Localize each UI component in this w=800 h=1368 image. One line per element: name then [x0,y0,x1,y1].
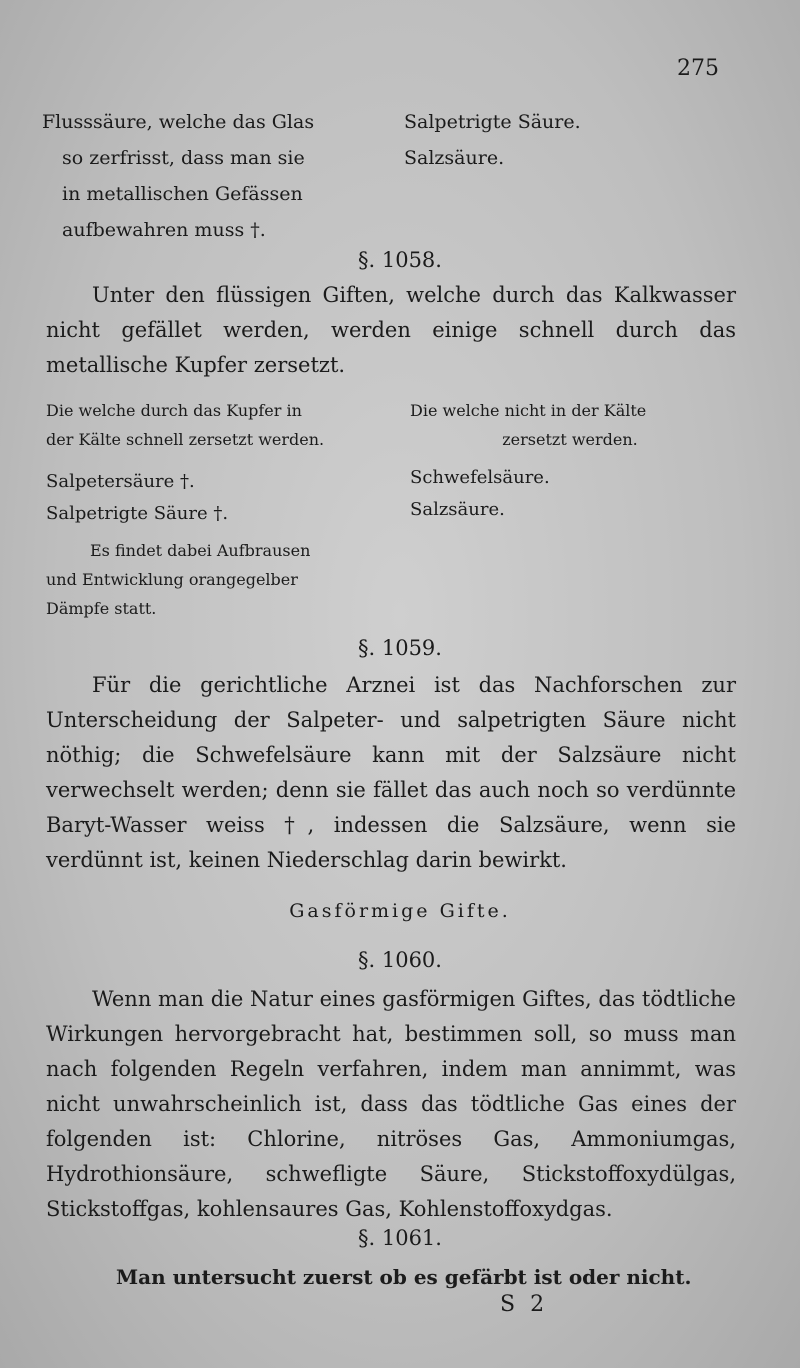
list-line: in metallischen Gefässen [62,183,303,205]
list-line: so zerfrisst, dass man sie [62,147,305,169]
section-heading-1060: §. 1060. [358,948,442,972]
list-item: Salpetrigte Säure †. [46,503,229,524]
signature-mark: S 2 [500,1292,549,1317]
section-heading-1059: §. 1059. [358,636,442,660]
paragraph-1061: Man untersucht zuerst ob es gefärbt ist oder nicht. [116,1265,692,1289]
list-line: Salzsäure. [404,147,505,169]
section-heading-1061: §. 1061. [358,1226,442,1250]
list-line: Salpetrigte Säure. [404,111,581,133]
table-left-items [46,466,376,530]
continued-list-left [42,104,372,248]
note-line: Dämpfe statt. [46,599,157,618]
section-heading-1058: §. 1058. [358,248,442,272]
header-line: Die welche nicht in der Kälte [410,401,647,420]
paragraph-1060: Wenn man die Natur eines gasförmigen Giftes, das tödtliche Wirkungen hervorgebracht hat, bestimmen soll, so muss man nach folgenden Regeln verfahren, indem man annimmt, was nicht unwahrscheinlich ist, dass das tödtliche Gas eines der folgenden ist: Chlorine, nitröses Gas, Ammoniumgas, Hydrothionsäure, schwefligte Säure, Stickstoffoxydülgas, Stickstoffgas, kohlensaures Gas, Kohlenstoffoxydgas. [46,987,736,1221]
continued-list-right [404,104,734,176]
table-left-note [46,536,376,623]
list-item: Salzsäure. [410,499,505,520]
header-line: der Kälte schnell zersetzt werden. [46,430,325,449]
page-number: 275 [677,56,719,81]
list-item: Salpetersäure †. [46,471,195,492]
table-left-header [46,396,376,454]
note-line: Es findet dabei Aufbrausen [90,541,311,560]
note-line: und Entwicklung orangegelber [46,570,298,589]
list-item: Schwefelsäure. [410,467,550,488]
header-line: Die welche durch das Kupfer in [46,401,302,420]
paragraph-1059: Für die gerichtliche Arznei ist das Nachforschen zur Unterscheidung der Salpeter- und salpetrigten Säure nicht nöthig; die Schwefelsäure kann mit der Salzsäure nicht verwechselt werden; denn sie fället das auch noch so verdünnte Baryt-Wasser weiss †, indessen die Salzsäure, wenn sie verdünnt ist, keinen Niederschlag darin bewirkt. [46,673,736,872]
paragraph-1058: Unter den flüssigen Giften, welche durch das Kalkwasser nicht gefället werden, werden einige schnell durch das metallische Kupfer zersetzt. [46,283,736,377]
list-line: aufbewahren muss †. [62,219,266,241]
table-right-items [410,462,730,526]
gas-section-title: Gasförmige Gifte. [289,900,511,922]
list-line: Flusssäure, welche das Glas [42,111,315,133]
table-right-header [410,396,730,454]
header-line: zersetzt werden. [502,430,638,449]
